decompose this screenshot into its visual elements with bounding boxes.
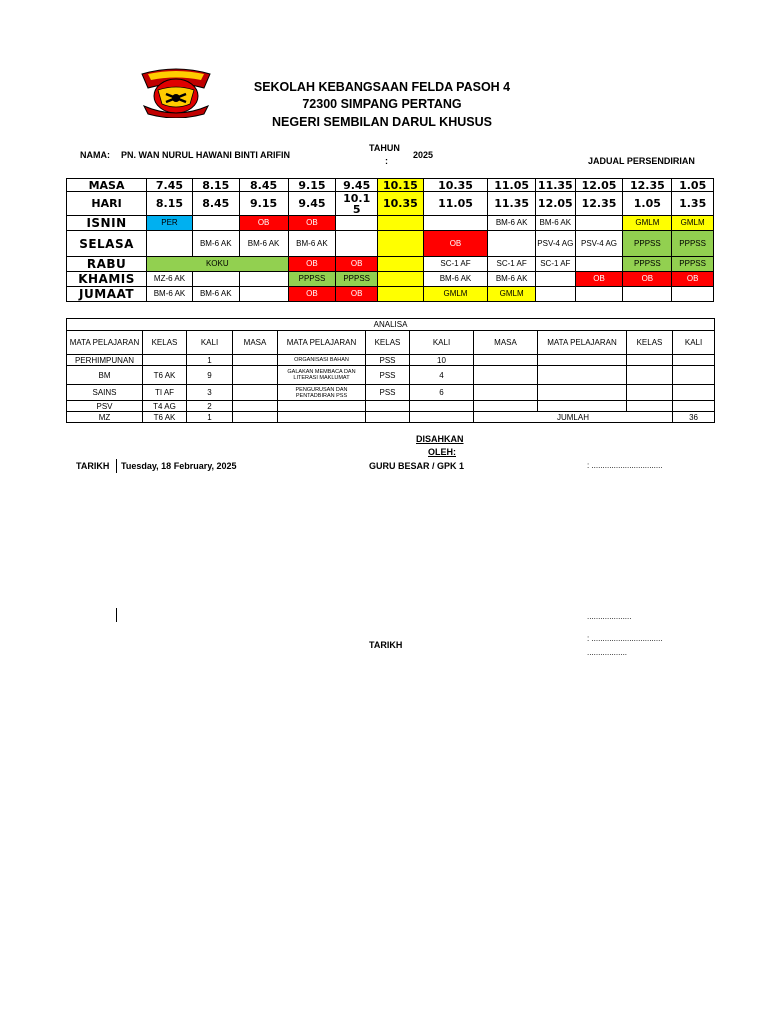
lesson-cell: OB <box>672 272 714 287</box>
total-value: 36 <box>673 412 715 423</box>
lesson-cell <box>239 272 288 287</box>
table-cell <box>410 412 474 423</box>
date-line: : ................................ <box>587 634 663 643</box>
table-cell <box>366 401 410 412</box>
lesson-cell: SC-1 AF <box>488 257 536 272</box>
lesson-cell: PPPSS <box>672 257 714 272</box>
day-label: JUMAAT <box>67 287 147 302</box>
day-row-selasa <box>67 231 714 257</box>
day-row-isnin <box>67 216 714 231</box>
end-time: 10.35 <box>377 192 423 216</box>
table-cell: 1 <box>187 355 233 366</box>
table-cell: PSV <box>67 401 143 412</box>
school-address: 72300 SIMPANG PERTANG <box>302 97 462 111</box>
cursor-divider <box>116 459 117 473</box>
lesson-cell: PPPSS <box>288 272 336 287</box>
start-time: 7.45 <box>147 179 193 192</box>
table-cell <box>474 401 538 412</box>
analysis-header-row <box>67 331 715 355</box>
lesson-cell <box>147 231 193 257</box>
date-dots: .................. <box>587 648 628 657</box>
lesson-cell: PPPSS <box>336 272 378 287</box>
table-cell: PSS <box>366 366 410 385</box>
date-label-2: TARIKH <box>369 640 403 650</box>
table-cell: 9 <box>187 366 233 385</box>
table-cell <box>673 401 715 412</box>
table-cell <box>538 355 627 366</box>
start-time: 10.35 <box>423 179 487 192</box>
approved-label: DISAHKAN <box>416 434 464 444</box>
table-cell <box>278 401 366 412</box>
table-row <box>67 412 715 423</box>
school-state: NEGERI SEMBILAN DARUL KHUSUS <box>272 115 492 129</box>
start-time: 11.05 <box>488 179 536 192</box>
lesson-cell <box>336 216 378 231</box>
table-cell: PSS <box>366 385 410 401</box>
table-cell <box>673 355 715 366</box>
total-label: JUMLAH <box>474 412 673 423</box>
start-time: 1.05 <box>672 179 714 192</box>
table-cell: 10 <box>410 355 474 366</box>
table-cell: 2 <box>187 401 233 412</box>
table-cell <box>410 401 474 412</box>
lesson-cell: MZ-6 AK <box>147 272 193 287</box>
table-cell <box>474 355 538 366</box>
end-time: 1.05 <box>623 192 672 216</box>
day-label: SELASA <box>67 231 147 257</box>
lesson-cell: PSV-4 AG <box>536 231 576 257</box>
table-cell: BM <box>67 366 143 385</box>
day-row-rabu <box>67 257 714 272</box>
document-type: JADUAL PERSENDIRIAN <box>588 156 695 166</box>
table-cell <box>278 412 366 423</box>
col-header: MASA <box>474 331 538 355</box>
table-cell <box>474 385 538 401</box>
table-cell: SAINS <box>67 385 143 401</box>
table-cell <box>627 401 673 412</box>
col-header: KELAS <box>143 331 187 355</box>
lesson-cell: SC-1 AF <box>536 257 576 272</box>
table-cell <box>366 412 410 423</box>
col-header: MATA PELAJARAN <box>67 331 143 355</box>
lesson-cell: OB <box>288 216 336 231</box>
signer-title: GURU BESAR / GPK 1 <box>369 461 465 471</box>
name-label: NAMA: <box>80 150 110 160</box>
table-cell: PERHIMPUNAN <box>67 355 143 366</box>
table-cell <box>538 385 627 401</box>
table-cell: T6 AK <box>143 366 187 385</box>
lesson-cell <box>536 272 576 287</box>
date-label: TARIKH <box>76 461 110 471</box>
lesson-cell <box>336 231 378 257</box>
lesson-cell: BM-6 AK <box>488 216 536 231</box>
table-cell: ORGANISASI BAHAN <box>278 355 366 366</box>
end-time: 12.35 <box>575 192 623 216</box>
signature-dots: .................... <box>587 612 632 621</box>
lesson-cell <box>488 231 536 257</box>
table-cell <box>233 412 278 423</box>
lesson-cell <box>423 216 487 231</box>
lesson-cell: BM-6 AK <box>239 231 288 257</box>
end-time: 12.05 <box>536 192 576 216</box>
lesson-cell <box>239 287 288 302</box>
school-logo <box>138 66 214 118</box>
lesson-cell: BM-6 AK <box>488 272 536 287</box>
lesson-cell: OB <box>288 257 336 272</box>
start-time: 9.15 <box>288 179 336 192</box>
end-time: 9.15 <box>239 192 288 216</box>
lesson-cell: PPPSS <box>623 231 672 257</box>
masa-label: MASA <box>67 179 147 192</box>
lesson-cell: GMLM <box>623 216 672 231</box>
end-time: 1.35 <box>672 192 714 216</box>
lesson-cell <box>575 287 623 302</box>
table-row <box>67 366 715 385</box>
year-label: TAHUN <box>369 143 400 153</box>
table-cell: GALAKAN MEMBACA DAN LITERASI MAKLUMAT <box>278 366 366 385</box>
lesson-cell <box>377 257 423 272</box>
table-cell <box>673 366 715 385</box>
lesson-cell: PPPSS <box>623 257 672 272</box>
lesson-cell: GMLM <box>672 216 714 231</box>
day-row-khamis <box>67 272 714 287</box>
table-cell: 1 <box>187 412 233 423</box>
end-time: 9.45 <box>288 192 336 216</box>
table-cell <box>538 401 627 412</box>
col-header: KALI <box>410 331 474 355</box>
col-header: KELAS <box>366 331 410 355</box>
table-cell: T4 AG <box>143 401 187 412</box>
table-cell <box>233 366 278 385</box>
lesson-cell: OB <box>336 287 378 302</box>
table-row <box>67 355 715 366</box>
lesson-cell <box>536 287 576 302</box>
lesson-cell: BM-6 AK <box>192 231 239 257</box>
lesson-cell: OB <box>423 231 487 257</box>
lesson-cell: PER <box>147 216 193 231</box>
lesson-cell: OB <box>239 216 288 231</box>
lesson-cell <box>575 257 623 272</box>
end-time: 11.05 <box>423 192 487 216</box>
start-time: 10.15 <box>377 179 423 192</box>
start-time: 12.05 <box>575 179 623 192</box>
table-cell: TI AF <box>143 385 187 401</box>
table-row <box>67 401 715 412</box>
lesson-cell: OB <box>575 272 623 287</box>
table-cell <box>627 385 673 401</box>
table-cell <box>233 385 278 401</box>
day-label: ISNIN <box>67 216 147 231</box>
lesson-cell <box>575 216 623 231</box>
start-time: 11.35 <box>536 179 576 192</box>
date-value: Tuesday, 18 February, 2025 <box>121 461 237 471</box>
signature-line: : ................................ <box>587 461 663 470</box>
lesson-cell <box>377 287 423 302</box>
lesson-cell: BM-6 AK <box>288 231 336 257</box>
table-cell: PSS <box>366 355 410 366</box>
lesson-cell: PPPSS <box>672 231 714 257</box>
table-cell <box>474 366 538 385</box>
col-header: KALI <box>187 331 233 355</box>
lesson-cell: GMLM <box>488 287 536 302</box>
table-cell: MZ <box>67 412 143 423</box>
lesson-cell <box>192 216 239 231</box>
lesson-cell: BM-6 AK <box>147 287 193 302</box>
start-time: 8.15 <box>192 179 239 192</box>
lesson-cell: BM-6 AK <box>536 216 576 231</box>
lesson-cell: PSV-4 AG <box>575 231 623 257</box>
hari-label: HARI <box>67 192 147 216</box>
lesson-cell: SC-1 AF <box>423 257 487 272</box>
lesson-cell <box>377 231 423 257</box>
end-time: 8.45 <box>192 192 239 216</box>
lesson-cell: OB <box>623 272 672 287</box>
col-header: KALI <box>673 331 715 355</box>
table-cell: 6 <box>410 385 474 401</box>
table-cell <box>673 385 715 401</box>
table-cell: 4 <box>410 366 474 385</box>
table-cell: T6 AK <box>143 412 187 423</box>
lesson-cell <box>192 272 239 287</box>
analysis-title: ANALISA <box>67 319 715 331</box>
table-cell: PENGURUSAN DAN PENTADBIRAN PSS <box>278 385 366 401</box>
year-value: 2025 <box>413 150 434 160</box>
table-cell <box>233 401 278 412</box>
lesson-cell: OB <box>288 287 336 302</box>
day-label: RABU <box>67 257 147 272</box>
col-header: MATA PELAJARAN <box>278 331 366 355</box>
text-cursor <box>116 608 117 622</box>
col-header: MATA PELAJARAN <box>538 331 627 355</box>
table-cell: 3 <box>187 385 233 401</box>
analysis-table <box>66 318 715 423</box>
lesson-cell: KOKU <box>147 257 288 272</box>
hari-row <box>67 192 714 216</box>
timetable <box>66 178 714 302</box>
table-row <box>67 385 715 401</box>
day-row-jumaat <box>67 287 714 302</box>
teacher-name: PN. WAN NURUL HAWANI BINTI ARIFIN <box>121 150 290 160</box>
end-time: 10.1 5 <box>336 192 378 216</box>
approved-by-label: OLEH: <box>428 447 456 457</box>
lesson-cell: GMLM <box>423 287 487 302</box>
col-header: KELAS <box>627 331 673 355</box>
lesson-cell <box>623 287 672 302</box>
start-time: 12.35 <box>623 179 672 192</box>
table-cell <box>233 355 278 366</box>
school-name: SEKOLAH KEBANGSAAN FELDA PASOH 4 <box>253 80 511 94</box>
table-cell <box>627 366 673 385</box>
end-time: 11.35 <box>488 192 536 216</box>
lesson-cell: OB <box>336 257 378 272</box>
year-colon: : <box>385 156 388 166</box>
day-label: KHAMIS <box>67 272 147 287</box>
lesson-cell <box>377 272 423 287</box>
lesson-cell <box>672 287 714 302</box>
start-time: 9.45 <box>336 179 378 192</box>
col-header: MASA <box>233 331 278 355</box>
table-cell <box>627 355 673 366</box>
lesson-cell: BM-6 AK <box>423 272 487 287</box>
start-time: 8.45 <box>239 179 288 192</box>
table-cell <box>538 366 627 385</box>
end-time: 8.15 <box>147 192 193 216</box>
lesson-cell <box>377 216 423 231</box>
table-cell <box>143 355 187 366</box>
masa-row <box>67 179 714 192</box>
lesson-cell: BM-6 AK <box>192 287 239 302</box>
